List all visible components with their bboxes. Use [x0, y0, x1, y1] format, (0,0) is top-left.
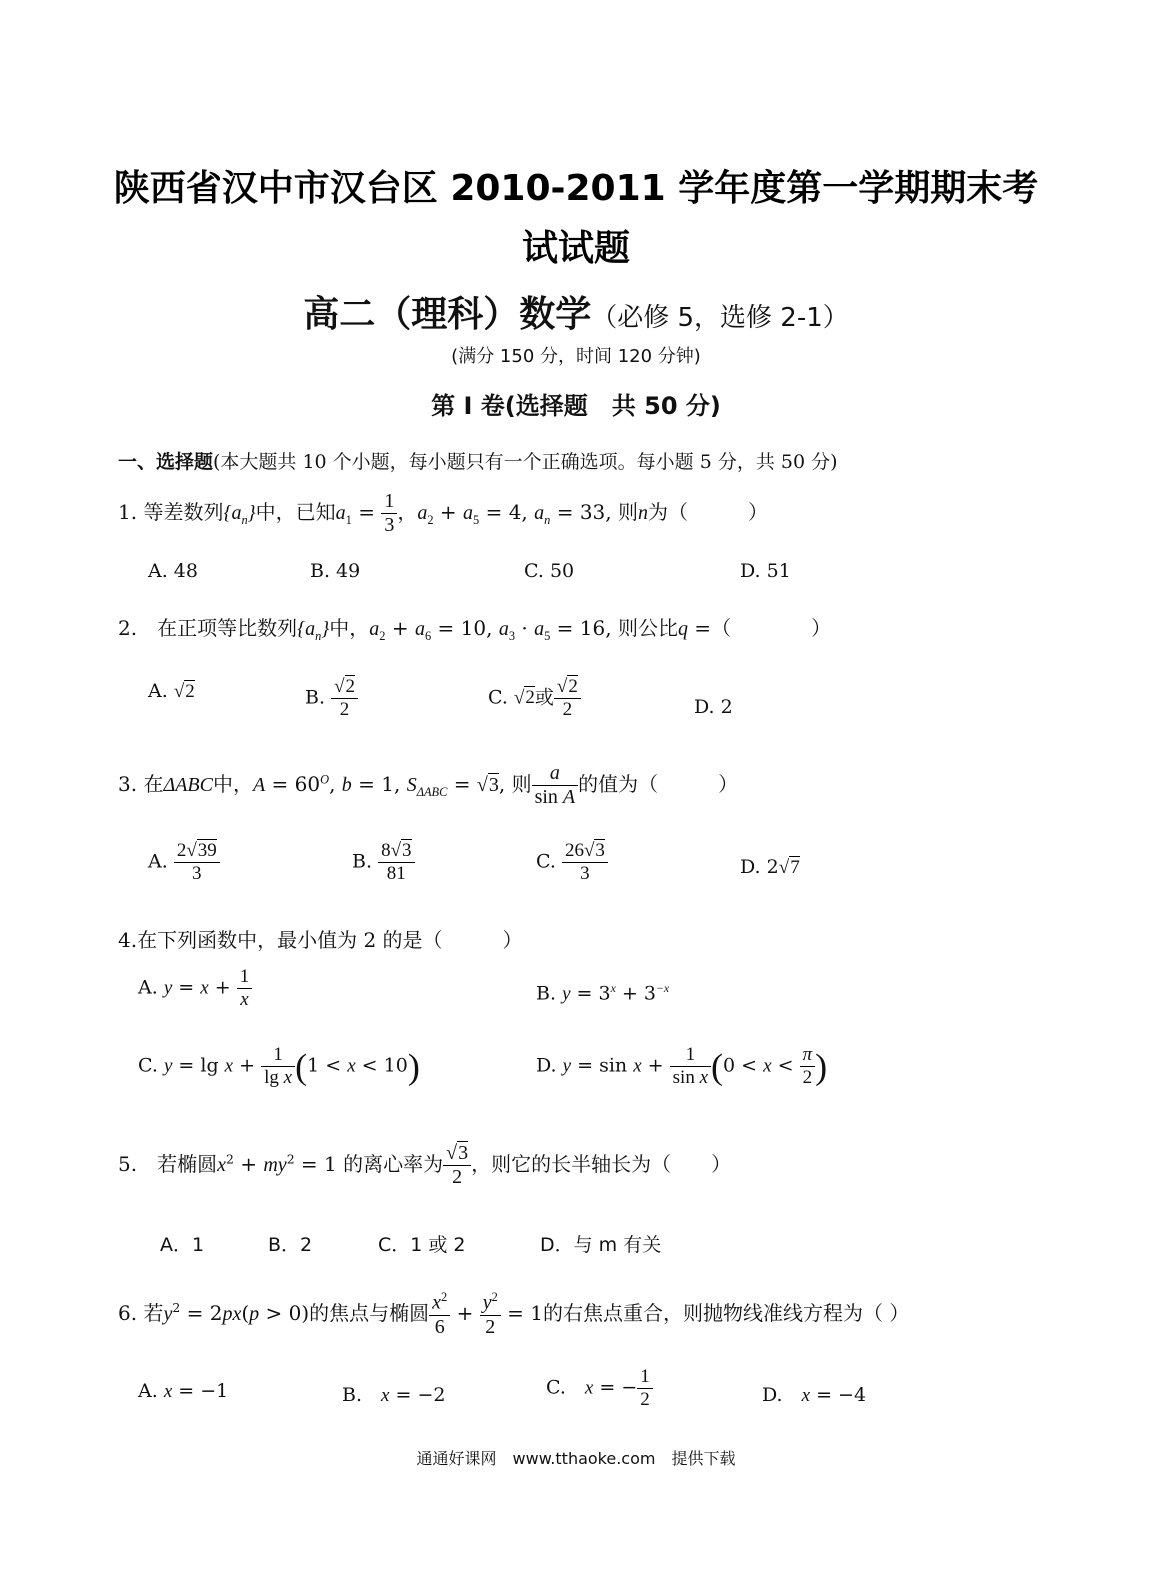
- q5-option-b: B．2: [268, 1234, 313, 1256]
- page-footer: 通通好课网 www.tthaoke.com 提供下载: [416, 1449, 736, 1468]
- subject-scope: （必修 5，选修 2-1）: [591, 303, 849, 333]
- q6-option-b: B. x = −2: [342, 1384, 446, 1406]
- section-name: 一、选择题: [118, 451, 214, 473]
- q5-option-d: D．与 m 有关: [540, 1234, 662, 1256]
- question-3: 3. 在ΔABC中，$A = 60^O$, b = 1, $S_{\Delta ABC} = √3$, 则 $\frac{a}{\text{sin A}}$ 的值为（ ）: [118, 762, 739, 808]
- q6-option-d: D. x = −4: [762, 1384, 867, 1406]
- q1-option-b: B. 49: [310, 560, 361, 582]
- section-heading: [118, 447, 838, 474]
- question-5: 5. 若椭圆$x^2 + my^2 = 1$ 的离心率为 $\frac{√3}{2}$ ，则它的长半轴长为（ ）: [118, 1142, 732, 1188]
- q1-option-a: A. 48: [148, 560, 198, 582]
- question-1: 1. 等差数列$\{a_n\}$中，已知$a_1$ = $\frac{1}{3}$ ，$a_2 + a_5 = 4$, $a_n = 33$, 则n为（ ）: [118, 490, 768, 536]
- question-4: 4.在下列函数中，最小值为 2 的是（ ）: [118, 928, 523, 952]
- q1-option-c: C. 50: [524, 560, 575, 582]
- question-6: 6. 若$y^2 = 2px(p > 0)$的焦点与椭圆 $\frac{x^2}{6}$ + $\frac{y^2}{2}$ = 1的右焦点重合，则抛物线准线方程为（ ）: [118, 1290, 910, 1338]
- q4-option-a: A. y = x + $\frac{1}{x}$: [138, 966, 252, 1011]
- exam-title-line1: 陕西省汉中市汉台区 2010-2011 学年度第一学期期末考: [113, 168, 1039, 209]
- q5-option-a: A．1: [160, 1234, 205, 1256]
- q3-option-b: B. $\frac{8√3}{81}$: [352, 840, 415, 885]
- q2-option-c: C. √2或 $\frac{√2}{2}$: [488, 676, 581, 721]
- part-title: 第 I 卷(选择题 共 50 分): [431, 392, 721, 420]
- q6-option-c: C. x = − $\frac{1}{2}$: [546, 1366, 653, 1411]
- q4-option-d: D. y = sin x + $\frac{1}{\text{sin x}}$ (0 < x < $\frac{\pi}{2}$ ): [536, 1044, 828, 1088]
- q3-option-a: A. $\frac{2√39}{3}$: [148, 840, 220, 885]
- q4-option-b: B. $y = 3^x + 3^{-x}$: [536, 982, 670, 1005]
- question-2: 2. 在正项等比数列$\{a_n\}$中，$a_2 + a_6 = 10$, $a_3 \cdot a_5 = 16$, 则公比q =（ ）: [118, 616, 832, 643]
- q4-option-c: C. y = lg x + $\frac{1}{\text{lg x}}$ (1 < x < 10): [138, 1044, 420, 1088]
- q2-option-a: A. √2: [148, 680, 195, 702]
- exam-title-line2: 试试题: [521, 228, 630, 269]
- q1-option-d: D. 51: [740, 560, 791, 582]
- q5-option-c: C．1 或 2: [378, 1234, 466, 1256]
- section-instructions: (本大题共 10 个小题，每小题只有一个正确选项。每小题 5 分，共 50 分): [213, 451, 838, 473]
- q3-option-c: C. $\frac{26√3}{3}$: [536, 840, 608, 885]
- q2-option-b: B. $\frac{√2}{2}$: [305, 676, 358, 721]
- subject-name: 高二（理科）数学: [303, 294, 592, 335]
- score-time-note: (满分 150 分，时间 120 分钟): [451, 346, 701, 367]
- q2-option-d: D. 2: [694, 696, 733, 718]
- q3-option-d: D. 2√7: [740, 856, 800, 878]
- exam-subtitle: [0, 286, 1152, 337]
- q6-option-a: A. x = −1: [138, 1380, 229, 1402]
